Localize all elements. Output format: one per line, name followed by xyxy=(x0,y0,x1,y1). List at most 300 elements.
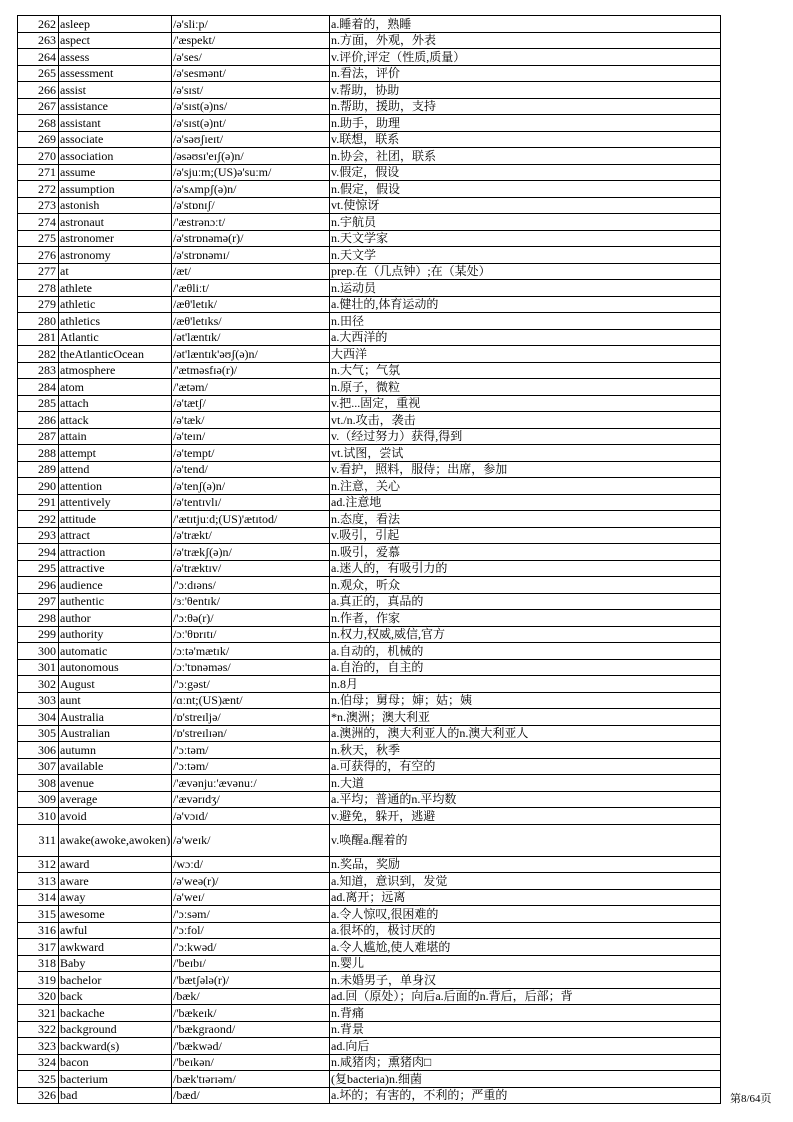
row-number: 314 xyxy=(18,889,59,906)
phonetic-cell: /ə'sliːp/ xyxy=(172,16,330,33)
phonetic-cell: /æθ'letɪk/ xyxy=(172,296,330,313)
definition-cell: n.注意，关心 xyxy=(330,478,721,495)
phonetic-cell: /ə'weɪk/ xyxy=(172,824,330,856)
row-number: 267 xyxy=(18,98,59,115)
word-cell: assess xyxy=(59,49,172,66)
table-row xyxy=(18,791,721,808)
word-cell: association xyxy=(59,148,172,165)
phonetic-cell: /bæk'tɪərɪəm/ xyxy=(172,1071,330,1088)
table-row xyxy=(18,362,721,379)
table-row xyxy=(18,412,721,429)
definition-cell: n.未婚男子，单身汉 xyxy=(330,972,721,989)
table-row xyxy=(18,709,721,726)
row-number: 273 xyxy=(18,197,59,214)
definition-cell: n.咸猪肉；熏猪肉□ xyxy=(330,1054,721,1071)
vocabulary-table-body xyxy=(18,16,721,1104)
word-cell: asleep xyxy=(59,16,172,33)
table-row xyxy=(18,626,721,643)
phonetic-cell: /'bækwəd/ xyxy=(172,1038,330,1055)
phonetic-cell: /ə'sɪst/ xyxy=(172,82,330,99)
definition-cell: a.大西洋的 xyxy=(330,329,721,346)
table-row xyxy=(18,197,721,214)
word-cell: attain xyxy=(59,428,172,445)
word-cell: authentic xyxy=(59,593,172,610)
row-number: 281 xyxy=(18,329,59,346)
word-cell: authority xyxy=(59,626,172,643)
table-row xyxy=(18,313,721,330)
definition-cell: n.吸引，爱慕 xyxy=(330,544,721,561)
row-number: 269 xyxy=(18,131,59,148)
word-cell: athletic xyxy=(59,296,172,313)
table-row xyxy=(18,445,721,462)
word-cell: backward(s) xyxy=(59,1038,172,1055)
row-number: 265 xyxy=(18,65,59,82)
definition-cell: a.令人惊叹,很困难的 xyxy=(330,906,721,923)
phonetic-cell: /'ɔːfol/ xyxy=(172,922,330,939)
row-number: 287 xyxy=(18,428,59,445)
definition-cell: vt.使惊讶 xyxy=(330,197,721,214)
definition-cell: n.背痛 xyxy=(330,1005,721,1022)
row-number: 291 xyxy=(18,494,59,511)
phonetic-cell: /ə'trækʃ(ə)n/ xyxy=(172,544,330,561)
phonetic-cell: /'beɪkən/ xyxy=(172,1054,330,1071)
row-number: 300 xyxy=(18,643,59,660)
phonetic-cell: /ɔː'tɒnəməs/ xyxy=(172,659,330,676)
table-row xyxy=(18,889,721,906)
row-number: 277 xyxy=(18,263,59,280)
table-row xyxy=(18,939,721,956)
row-number: 271 xyxy=(18,164,59,181)
word-cell: award xyxy=(59,856,172,873)
phonetic-cell: /'æstrənɔːt/ xyxy=(172,214,330,231)
page-number: 第8/64页 xyxy=(730,1093,772,1105)
table-row xyxy=(18,922,721,939)
word-cell: aunt xyxy=(59,692,172,709)
word-cell: assume xyxy=(59,164,172,181)
table-row xyxy=(18,775,721,792)
phonetic-cell: /'ɔːtəm/ xyxy=(172,758,330,775)
row-number: 315 xyxy=(18,906,59,923)
phonetic-cell: /ə'səʊʃɪeɪt/ xyxy=(172,131,330,148)
word-cell: attack xyxy=(59,412,172,429)
phonetic-cell: /ə'tentɪvlɪ/ xyxy=(172,494,330,511)
word-cell: bacon xyxy=(59,1054,172,1071)
row-number: 316 xyxy=(18,922,59,939)
word-cell: assessment xyxy=(59,65,172,82)
row-number: 272 xyxy=(18,181,59,198)
table-row xyxy=(18,692,721,709)
phonetic-cell: /'ætməsfɪə(r)/ xyxy=(172,362,330,379)
vocabulary-table xyxy=(17,15,721,1104)
word-cell: astronaut xyxy=(59,214,172,231)
phonetic-cell: /əsəʊsɪ'eɪʃ(ə)n/ xyxy=(172,148,330,165)
row-number: 290 xyxy=(18,478,59,495)
phonetic-cell: /'ætɪtjuːd;(US)'ætɪtod/ xyxy=(172,511,330,528)
row-number: 262 xyxy=(18,16,59,33)
row-number: 298 xyxy=(18,610,59,627)
definition-cell: a.平均；普通的n.平均数 xyxy=(330,791,721,808)
phonetic-cell: /'ɔːθə(r)/ xyxy=(172,610,330,627)
table-row xyxy=(18,461,721,478)
word-cell: bachelor xyxy=(59,972,172,989)
phonetic-cell: /ə'weɪ/ xyxy=(172,889,330,906)
phonetic-cell: /ə'ses/ xyxy=(172,49,330,66)
table-row xyxy=(18,82,721,99)
definition-cell: n.方面，外观，外表 xyxy=(330,32,721,49)
row-number: 278 xyxy=(18,280,59,297)
row-number: 306 xyxy=(18,742,59,759)
row-number: 326 xyxy=(18,1087,59,1104)
row-number: 307 xyxy=(18,758,59,775)
word-cell: awkward xyxy=(59,939,172,956)
phonetic-cell: /'æspekt/ xyxy=(172,32,330,49)
phonetic-cell: /'ɔːgəst/ xyxy=(172,676,330,693)
phonetic-cell: /ə'træktɪv/ xyxy=(172,560,330,577)
row-number: 280 xyxy=(18,313,59,330)
row-number: 295 xyxy=(18,560,59,577)
word-cell: audience xyxy=(59,577,172,594)
phonetic-cell: /ɜː'θentɪk/ xyxy=(172,593,330,610)
row-number: 264 xyxy=(18,49,59,66)
row-number: 284 xyxy=(18,379,59,396)
phonetic-cell: /ə'sjuːm;(US)ə'suːm/ xyxy=(172,164,330,181)
table-row xyxy=(18,988,721,1005)
word-cell: back xyxy=(59,988,172,1005)
definition-cell: n.帮助，援助，支持 xyxy=(330,98,721,115)
definition-cell: a.真正的，真品的 xyxy=(330,593,721,610)
row-number: 302 xyxy=(18,676,59,693)
row-number: 317 xyxy=(18,939,59,956)
word-cell: available xyxy=(59,758,172,775)
table-row xyxy=(18,824,721,856)
definition-cell: ad.离开；远离 xyxy=(330,889,721,906)
definition-cell: a.自动的，机械的 xyxy=(330,643,721,660)
table-row xyxy=(18,65,721,82)
phonetic-cell: /ə'strɒnəmə(r)/ xyxy=(172,230,330,247)
row-number: 270 xyxy=(18,148,59,165)
table-row xyxy=(18,560,721,577)
table-row xyxy=(18,1038,721,1055)
word-cell: at xyxy=(59,263,172,280)
row-number: 322 xyxy=(18,1021,59,1038)
word-cell: astonish xyxy=(59,197,172,214)
table-row xyxy=(18,346,721,363)
word-cell: backache xyxy=(59,1005,172,1022)
definition-cell: 大西洋 xyxy=(330,346,721,363)
phonetic-cell: /ɒ'streɪlɪən/ xyxy=(172,725,330,742)
table-row xyxy=(18,32,721,49)
row-number: 304 xyxy=(18,709,59,726)
phonetic-cell: /ə'sʌmpʃ(ə)n/ xyxy=(172,181,330,198)
table-row xyxy=(18,1021,721,1038)
row-number: 263 xyxy=(18,32,59,49)
row-number: 286 xyxy=(18,412,59,429)
table-row xyxy=(18,856,721,873)
row-number: 308 xyxy=(18,775,59,792)
word-cell: background xyxy=(59,1021,172,1038)
table-row xyxy=(18,148,721,165)
definition-cell: v.吸引，引起 xyxy=(330,527,721,544)
row-number: 293 xyxy=(18,527,59,544)
word-cell: aspect xyxy=(59,32,172,49)
row-number: 301 xyxy=(18,659,59,676)
table-row xyxy=(18,593,721,610)
definition-cell: v.假定，假设 xyxy=(330,164,721,181)
phonetic-cell: /ə'sesmənt/ xyxy=(172,65,330,82)
table-row xyxy=(18,494,721,511)
row-number: 296 xyxy=(18,577,59,594)
definition-cell: n.田径 xyxy=(330,313,721,330)
table-row xyxy=(18,296,721,313)
phonetic-cell: /'beɪbɪ/ xyxy=(172,955,330,972)
table-row xyxy=(18,1071,721,1088)
definition-cell: v.看护，照料，服侍；出席，参加 xyxy=(330,461,721,478)
row-number: 282 xyxy=(18,346,59,363)
phonetic-cell: /ə'teɪn/ xyxy=(172,428,330,445)
word-cell: Australian xyxy=(59,725,172,742)
definition-cell: v.把...固定，重视 xyxy=(330,395,721,412)
word-cell: astronomy xyxy=(59,247,172,264)
definition-cell: v.联想，联系 xyxy=(330,131,721,148)
phonetic-cell: /ə'sɪst(ə)nt/ xyxy=(172,115,330,132)
definition-cell: a.迷人的，有吸引力的 xyxy=(330,560,721,577)
word-cell: attract xyxy=(59,527,172,544)
table-row xyxy=(18,115,721,132)
row-number: 318 xyxy=(18,955,59,972)
word-cell: attractive xyxy=(59,560,172,577)
table-row xyxy=(18,972,721,989)
table-row xyxy=(18,659,721,676)
table-row xyxy=(18,1087,721,1104)
table-row xyxy=(18,164,721,181)
definition-cell: n.背景 xyxy=(330,1021,721,1038)
phonetic-cell: /ə'tempt/ xyxy=(172,445,330,462)
row-number: 266 xyxy=(18,82,59,99)
definition-cell: n.8月 xyxy=(330,676,721,693)
table-row xyxy=(18,230,721,247)
phonetic-cell: /ət'læntɪk'əʊʃ(ə)n/ xyxy=(172,346,330,363)
definition-cell: n.大气；气氛 xyxy=(330,362,721,379)
table-row xyxy=(18,758,721,775)
table-row xyxy=(18,725,721,742)
table-row xyxy=(18,742,721,759)
word-cell: athlete xyxy=(59,280,172,297)
table-row xyxy=(18,527,721,544)
phonetic-cell: /æθ'letɪks/ xyxy=(172,313,330,330)
row-number: 324 xyxy=(18,1054,59,1071)
table-row xyxy=(18,955,721,972)
word-cell: awesome xyxy=(59,906,172,923)
word-cell: avoid xyxy=(59,808,172,825)
definition-cell: n.运动员 xyxy=(330,280,721,297)
word-cell: assumption xyxy=(59,181,172,198)
table-row xyxy=(18,181,721,198)
definition-cell: a.健壮的,体育运动的 xyxy=(330,296,721,313)
table-row xyxy=(18,808,721,825)
phonetic-cell: /'ævərɪdʒ/ xyxy=(172,791,330,808)
table-row xyxy=(18,16,721,33)
definition-cell: vt./n.攻击，袭击 xyxy=(330,412,721,429)
row-number: 289 xyxy=(18,461,59,478)
row-number: 305 xyxy=(18,725,59,742)
table-row xyxy=(18,1054,721,1071)
phonetic-cell: /ə'weə(r)/ xyxy=(172,873,330,890)
definition-cell: a.令人尴尬,使人难堪的 xyxy=(330,939,721,956)
phonetic-cell: /bæk/ xyxy=(172,988,330,1005)
row-number: 320 xyxy=(18,988,59,1005)
definition-cell: n.权力,权威,威信,官方 xyxy=(330,626,721,643)
definition-cell: (复bacteria)n.细菌 xyxy=(330,1071,721,1088)
definition-cell: n.宇航员 xyxy=(330,214,721,231)
word-cell: atom xyxy=(59,379,172,396)
word-cell: attitude xyxy=(59,511,172,528)
phonetic-cell: /ɔːtə'mætɪk/ xyxy=(172,643,330,660)
row-number: 274 xyxy=(18,214,59,231)
definition-cell: *n.澳洲；澳大利亚 xyxy=(330,709,721,726)
table-row xyxy=(18,131,721,148)
row-number: 279 xyxy=(18,296,59,313)
word-cell: attention xyxy=(59,478,172,495)
table-row xyxy=(18,280,721,297)
definition-cell: n.协会，社团，联系 xyxy=(330,148,721,165)
phonetic-cell: /ə'stɒnɪʃ/ xyxy=(172,197,330,214)
table-row xyxy=(18,49,721,66)
phonetic-cell: /'ævənjuː'ævənuː/ xyxy=(172,775,330,792)
row-number: 323 xyxy=(18,1038,59,1055)
table-row xyxy=(18,577,721,594)
row-number: 299 xyxy=(18,626,59,643)
word-cell: awake(awoke,awoken) xyxy=(59,824,172,856)
definition-cell: n.婴儿 xyxy=(330,955,721,972)
definition-cell: a.澳洲的，澳大利亚人的n.澳大利亚人 xyxy=(330,725,721,742)
table-row xyxy=(18,263,721,280)
row-number: 321 xyxy=(18,1005,59,1022)
word-cell: avenue xyxy=(59,775,172,792)
phonetic-cell: /ə'tætʃ/ xyxy=(172,395,330,412)
phonetic-cell: /ə'tend/ xyxy=(172,461,330,478)
table-row xyxy=(18,247,721,264)
word-cell: August xyxy=(59,676,172,693)
row-number: 268 xyxy=(18,115,59,132)
definition-cell: n.原子，微粒 xyxy=(330,379,721,396)
definition-cell: n.助手，助理 xyxy=(330,115,721,132)
word-cell: astronomer xyxy=(59,230,172,247)
definition-cell: n.天文学家 xyxy=(330,230,721,247)
definition-cell: n.假定，假设 xyxy=(330,181,721,198)
table-row xyxy=(18,511,721,528)
word-cell: atmosphere xyxy=(59,362,172,379)
definition-cell: a.知道，意识到，发觉 xyxy=(330,873,721,890)
table-row xyxy=(18,395,721,412)
definition-cell: n.看法，评价 xyxy=(330,65,721,82)
definition-cell: ad.回（原处）；向后a.后面的n.背后，后部；背 xyxy=(330,988,721,1005)
definition-cell: a.可获得的，有空的 xyxy=(330,758,721,775)
table-row xyxy=(18,873,721,890)
phonetic-cell: /ɒ'streɪljə/ xyxy=(172,709,330,726)
definition-cell: n.天文学 xyxy=(330,247,721,264)
row-number: 288 xyxy=(18,445,59,462)
table-row xyxy=(18,676,721,693)
word-cell: aware xyxy=(59,873,172,890)
row-number: 275 xyxy=(18,230,59,247)
word-cell: attempt xyxy=(59,445,172,462)
word-cell: attach xyxy=(59,395,172,412)
word-cell: associate xyxy=(59,131,172,148)
row-number: 297 xyxy=(18,593,59,610)
definition-cell: n.观众，听众 xyxy=(330,577,721,594)
phonetic-cell: /wɔːd/ xyxy=(172,856,330,873)
definition-cell: n.奖品，奖励 xyxy=(330,856,721,873)
word-cell: attraction xyxy=(59,544,172,561)
phonetic-cell: /ɑːnt;(US)ænt/ xyxy=(172,692,330,709)
phonetic-cell: /bæd/ xyxy=(172,1087,330,1104)
phonetic-cell: /ə'sɪst(ə)ns/ xyxy=(172,98,330,115)
phonetic-cell: /ə'strɒnəmɪ/ xyxy=(172,247,330,264)
table-row xyxy=(18,214,721,231)
row-number: 283 xyxy=(18,362,59,379)
definition-cell: v.避免，躲开，逃避 xyxy=(330,808,721,825)
phonetic-cell: /'bækgraond/ xyxy=(172,1021,330,1038)
phonetic-cell: /'bækeɪk/ xyxy=(172,1005,330,1022)
word-cell: away xyxy=(59,889,172,906)
word-cell: bacterium xyxy=(59,1071,172,1088)
definition-cell: n.大道 xyxy=(330,775,721,792)
phonetic-cell: /'ɔːkwəd/ xyxy=(172,939,330,956)
table-row xyxy=(18,379,721,396)
phonetic-cell: /'bætʃələ(r)/ xyxy=(172,972,330,989)
word-cell: assistance xyxy=(59,98,172,115)
word-cell: attend xyxy=(59,461,172,478)
word-cell: autumn xyxy=(59,742,172,759)
word-cell: theAtlanticOcean xyxy=(59,346,172,363)
definition-cell: v.帮助，协助 xyxy=(330,82,721,99)
phonetic-cell: /ə'tæk/ xyxy=(172,412,330,429)
definition-cell: n.态度，看法 xyxy=(330,511,721,528)
table-row xyxy=(18,478,721,495)
definition-cell: n.作者，作家 xyxy=(330,610,721,627)
phonetic-cell: /ə'tenʃ(ə)n/ xyxy=(172,478,330,495)
row-number: 309 xyxy=(18,791,59,808)
word-cell: assistant xyxy=(59,115,172,132)
table-row xyxy=(18,906,721,923)
definition-cell: a.坏的；有害的，不利的；严重的 xyxy=(330,1087,721,1104)
phonetic-cell: /ət'læntɪk/ xyxy=(172,329,330,346)
row-number: 325 xyxy=(18,1071,59,1088)
word-cell: autonomous xyxy=(59,659,172,676)
row-number: 313 xyxy=(18,873,59,890)
phonetic-cell: /'ætəm/ xyxy=(172,379,330,396)
row-number: 303 xyxy=(18,692,59,709)
row-number: 285 xyxy=(18,395,59,412)
word-cell: author xyxy=(59,610,172,627)
phonetic-cell: /'æθliːt/ xyxy=(172,280,330,297)
definition-cell: v.评价,评定（性质,质量） xyxy=(330,49,721,66)
word-cell: attentively xyxy=(59,494,172,511)
row-number: 292 xyxy=(18,511,59,528)
table-row xyxy=(18,98,721,115)
phonetic-cell: /'ɔːdɪəns/ xyxy=(172,577,330,594)
word-cell: awful xyxy=(59,922,172,939)
word-cell: automatic xyxy=(59,643,172,660)
table-row xyxy=(18,610,721,627)
row-number: 294 xyxy=(18,544,59,561)
word-cell: Baby xyxy=(59,955,172,972)
word-cell: average xyxy=(59,791,172,808)
definition-cell: v.唤醒a.醒着的 xyxy=(330,824,721,856)
row-number: 312 xyxy=(18,856,59,873)
table-row xyxy=(18,544,721,561)
definition-cell: n.秋天，秋季 xyxy=(330,742,721,759)
